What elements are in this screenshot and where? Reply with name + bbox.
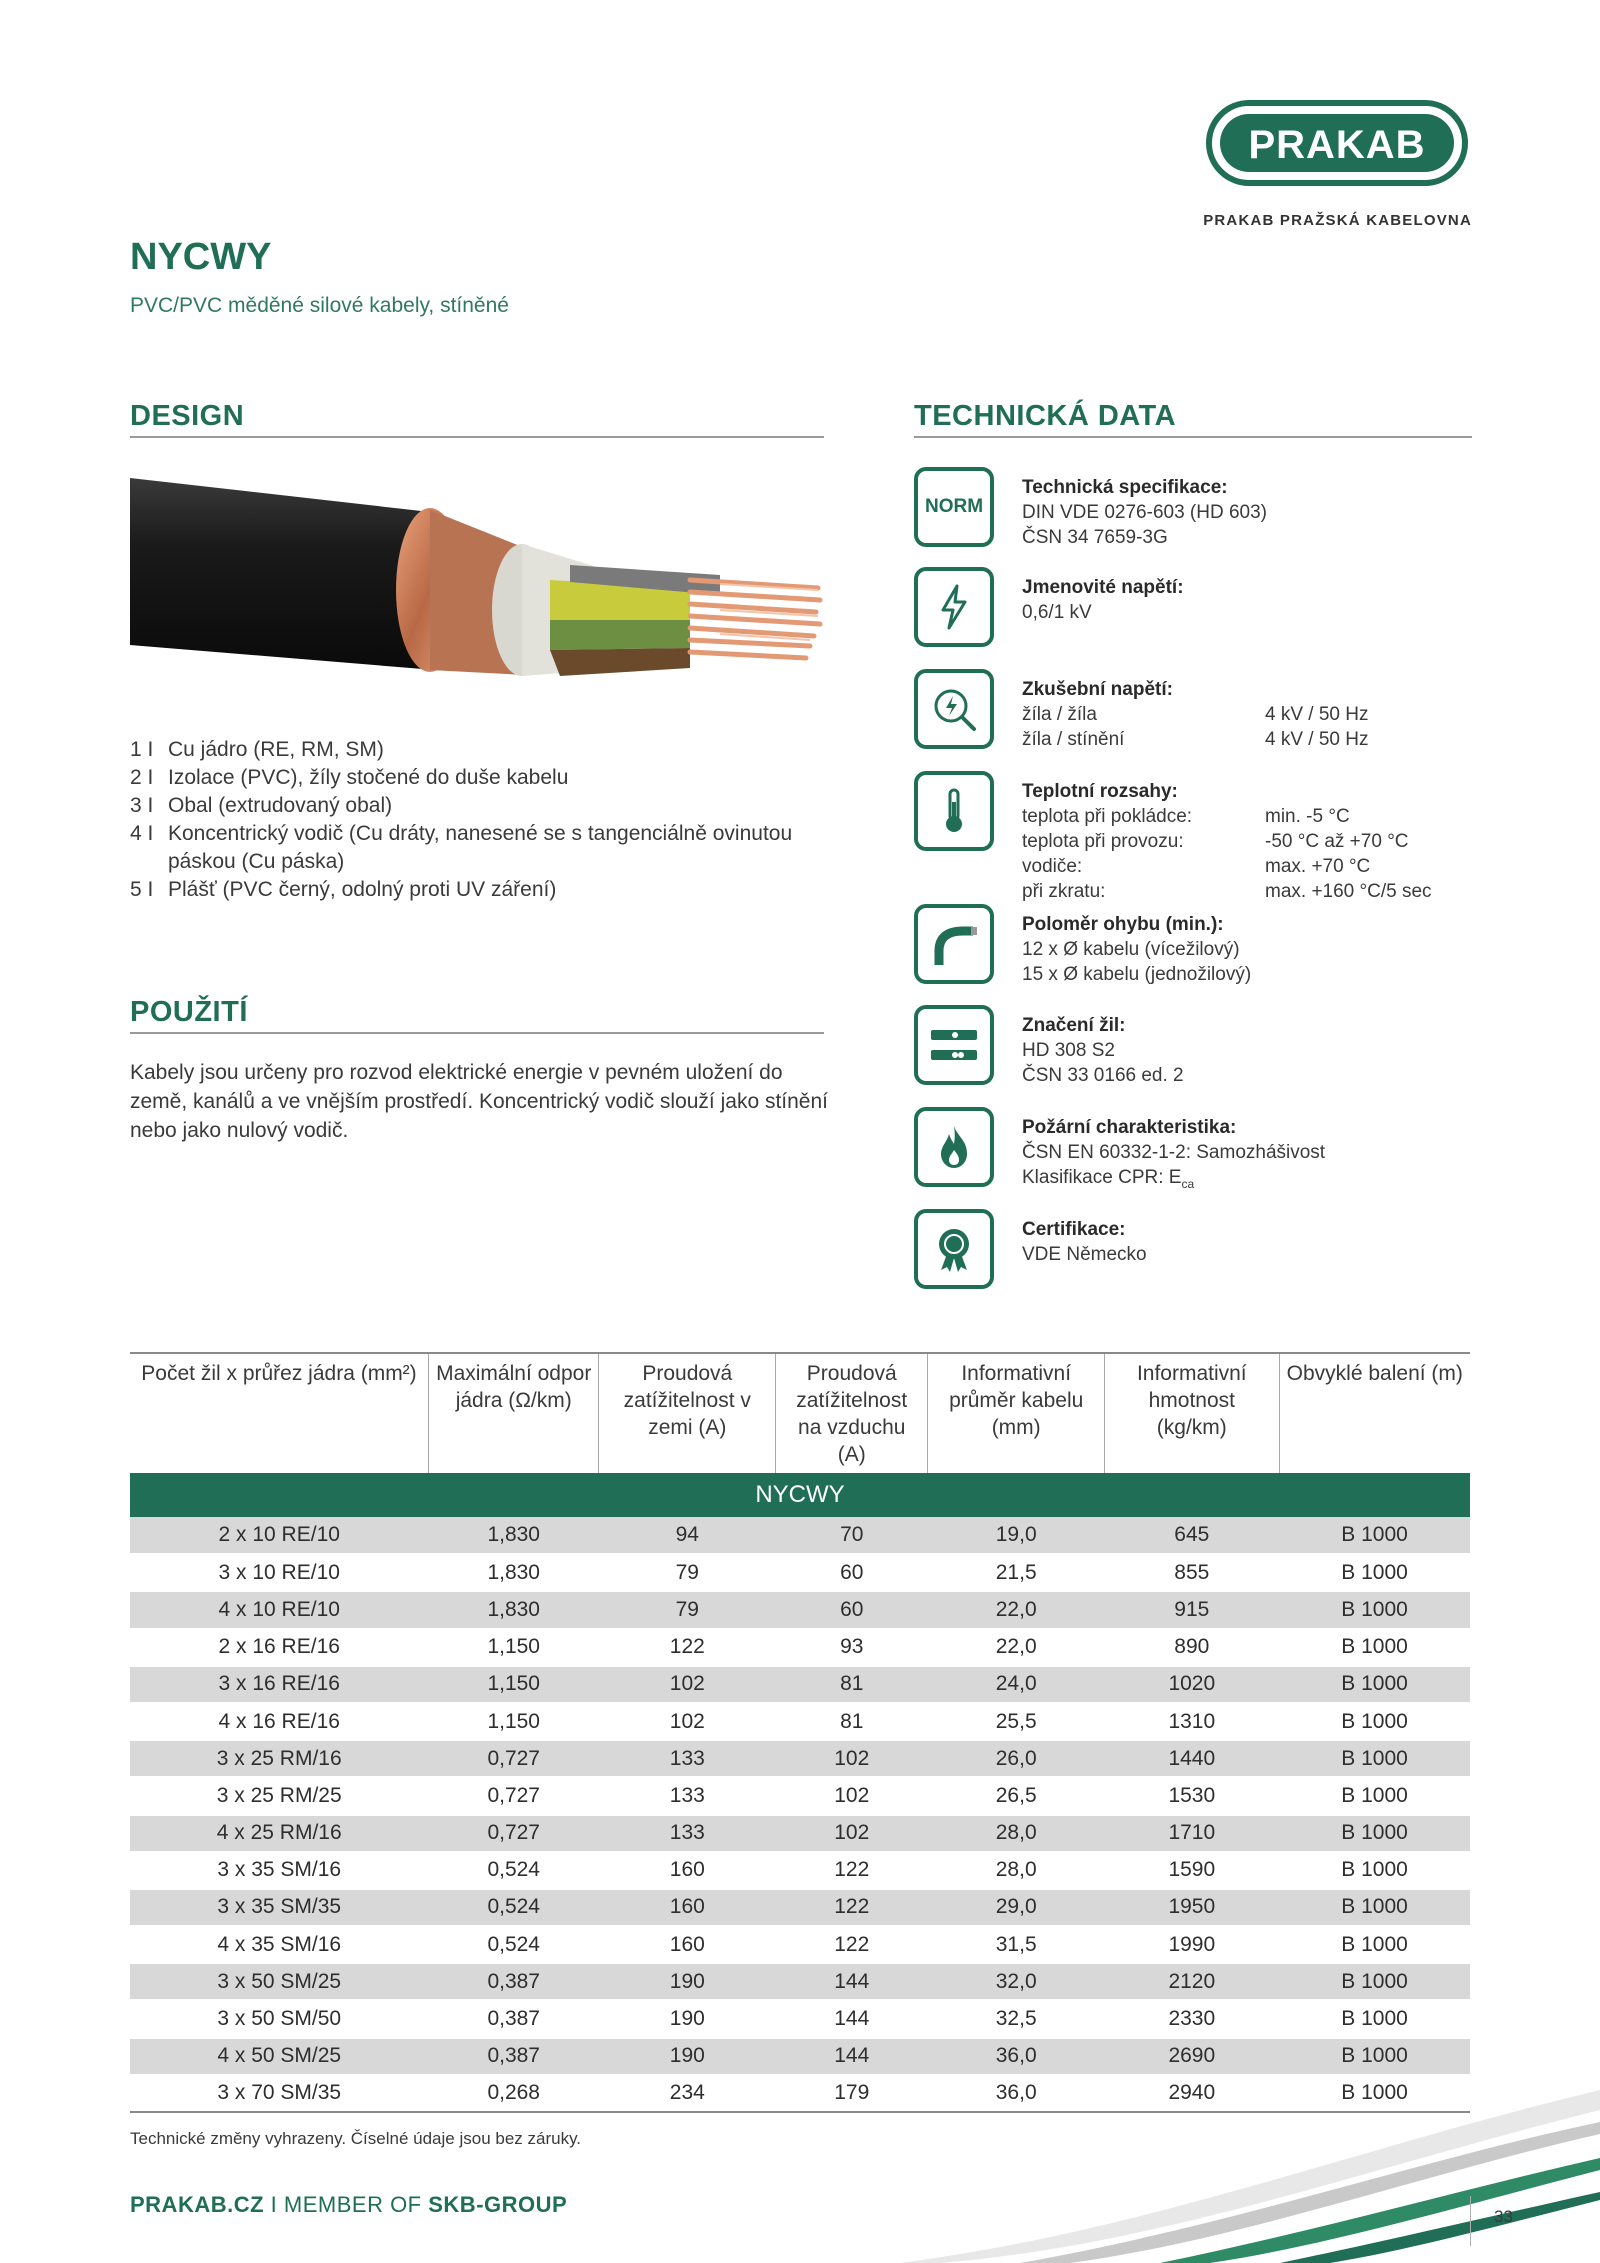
usage-rule — [130, 1032, 824, 1034]
table-row — [130, 1666, 1470, 1703]
table-cell: 81 — [776, 1666, 928, 1703]
table-cell: 190 — [599, 2000, 776, 2037]
table-cell: 144 — [776, 1963, 928, 2000]
table-row — [130, 1963, 1470, 2000]
table-cell: 0,387 — [428, 2000, 599, 2037]
table-cell: 60 — [776, 1591, 928, 1628]
thermometer-icon — [914, 771, 994, 851]
design-item: 2 I Izolace (PVC), žíly stočené do duše kabelu — [130, 766, 569, 789]
table-cell: 102 — [776, 1815, 928, 1852]
cable-image — [130, 470, 824, 700]
table-header: Maximální odpor jádra (Ω/km) — [428, 1353, 599, 1473]
table-cell: 3 x 25 RM/16 — [130, 1740, 428, 1777]
prakab-logo — [1206, 100, 1468, 186]
table-cell: 190 — [599, 1963, 776, 2000]
table-cell: 2940 — [1105, 2075, 1280, 2112]
table-cell: B 1000 — [1279, 1666, 1470, 1703]
table-cell: 1530 — [1105, 1777, 1280, 1814]
table-cell: 3 x 35 SM/16 — [130, 1852, 428, 1889]
table-row — [130, 1629, 1470, 1666]
footnote: Technické změny vyhrazeny. Číselné údaje jsou bez záruky. — [130, 2129, 582, 2148]
table-cell: 3 x 16 RE/16 — [130, 1666, 428, 1703]
table-cell: 79 — [599, 1591, 776, 1628]
table-cell: 855 — [1105, 1554, 1280, 1591]
footer-site-link[interactable]: PRAKAB.CZ — [130, 2192, 265, 2217]
table-cell: 234 — [599, 2075, 776, 2112]
table-cell: 102 — [776, 1740, 928, 1777]
design-item: 3 I Obal (extrudovaný obal) — [130, 794, 393, 817]
table-cell: 4 x 16 RE/16 — [130, 1703, 428, 1740]
usage-heading: POUŽITÍ — [130, 996, 248, 1028]
table-cell: B 1000 — [1279, 2000, 1470, 2037]
table-cell: 29,0 — [928, 1889, 1105, 1926]
table-cell: 4 x 35 SM/16 — [130, 1926, 428, 1963]
table-cell: 915 — [1105, 1591, 1280, 1628]
table-cell: B 1000 — [1279, 1777, 1470, 1814]
table-cell: 1,150 — [428, 1666, 599, 1703]
svg-text:PRAKAB: PRAKAB — [1248, 123, 1426, 167]
table-cell: 3 x 25 RM/25 — [130, 1777, 428, 1814]
table-cell: 144 — [776, 2038, 928, 2075]
page-number: 33 — [1494, 2207, 1513, 2226]
design-list — [130, 736, 830, 904]
table-cell: 22,0 — [928, 1591, 1105, 1628]
table-cell: 28,0 — [928, 1852, 1105, 1889]
table-cell: 2120 — [1105, 1963, 1280, 2000]
table-cell: 32,0 — [928, 1963, 1105, 2000]
table-cell: 0,524 — [428, 1852, 599, 1889]
table-cell: 94 — [599, 1517, 776, 1554]
page-divider — [1470, 2196, 1471, 2246]
table-cell: 133 — [599, 1740, 776, 1777]
table-cell: 0,524 — [428, 1889, 599, 1926]
table-cell: 21,5 — [928, 1554, 1105, 1591]
table-row — [130, 1703, 1470, 1740]
table-row — [130, 1740, 1470, 1777]
table-cell: 19,0 — [928, 1517, 1105, 1554]
flame-icon — [914, 1107, 994, 1187]
table-cell: 3 x 35 SM/35 — [130, 1889, 428, 1926]
table-cell: B 1000 — [1279, 1852, 1470, 1889]
table-cell: 160 — [599, 1852, 776, 1889]
table-cell: 1950 — [1105, 1889, 1280, 1926]
table-cell: 1440 — [1105, 1740, 1280, 1777]
table-cell: 122 — [776, 1926, 928, 1963]
footer-group: SKB-GROUP — [428, 2192, 568, 2217]
table-header: Počet žil x průřez jádra (mm²) — [141, 1362, 417, 1385]
table-cell: 60 — [776, 1554, 928, 1591]
table-cell: 26,0 — [928, 1740, 1105, 1777]
table-cell: 1710 — [1105, 1815, 1280, 1852]
table-cell: 0,727 — [428, 1815, 599, 1852]
table-cell: 0,387 — [428, 2038, 599, 2075]
table-header: Informativní průměr kabelu (mm) — [928, 1353, 1105, 1473]
table-cell: 1,830 — [428, 1591, 599, 1628]
table-cell: B 1000 — [1279, 1889, 1470, 1926]
table-cell: 160 — [599, 1926, 776, 1963]
table-cell: 102 — [599, 1703, 776, 1740]
table-cell: 2690 — [1105, 2038, 1280, 2075]
table-cell: B 1000 — [1279, 1554, 1470, 1591]
usage-text: Kabely jsou určeny pro rozvod elektrické energie v pevném uložení do země, kanálů a ve vnějším prostředí. Koncentrický vodič slouží jako stínění nebo jako nulový vodič. — [130, 1061, 828, 1142]
page-subtitle: PVC/PVC měděné silové kabely, stíněné — [130, 294, 509, 317]
table-cell: B 1000 — [1279, 1629, 1470, 1666]
table-row — [130, 1777, 1470, 1814]
cable-table — [130, 1352, 1470, 2113]
footer: PRAKAB.CZ I MEMBER OF SKB-GROUP — [130, 2192, 568, 2217]
tech-rule — [914, 436, 1472, 438]
table-cell: 102 — [776, 1777, 928, 1814]
table-row — [130, 1517, 1470, 1554]
table-cell: 122 — [776, 1852, 928, 1889]
table-row — [130, 1554, 1470, 1591]
design-item: 5 I Plášť (PVC černý, odolný proti UV záření) — [130, 878, 557, 901]
table-cell: B 1000 — [1279, 1963, 1470, 2000]
table-row — [130, 1889, 1470, 1926]
table-cell: B 1000 — [1279, 1815, 1470, 1852]
table-cell: 24,0 — [928, 1666, 1105, 1703]
table-cell: 179 — [776, 2075, 928, 2112]
table-cell: 2 x 16 RE/16 — [130, 1629, 428, 1666]
table-cell: 93 — [776, 1629, 928, 1666]
table-cell: 1020 — [1105, 1666, 1280, 1703]
norm-icon: NORM — [914, 467, 994, 547]
bend-radius-icon — [914, 904, 994, 984]
brand-tagline: PRAKAB PRAŽSKÁ KABELOVNA — [1203, 212, 1472, 229]
table-cell: 36,0 — [928, 2038, 1105, 2075]
design-heading: DESIGN — [130, 400, 245, 432]
table-cell: 133 — [599, 1815, 776, 1852]
table-row — [130, 1815, 1470, 1852]
table-cell: 1,830 — [428, 1517, 599, 1554]
table-cell: 3 x 50 SM/25 — [130, 1963, 428, 2000]
table-cell: 122 — [599, 1629, 776, 1666]
certificate-icon — [914, 1209, 994, 1289]
table-cell: B 1000 — [1279, 1926, 1470, 1963]
table-cell: 102 — [599, 1666, 776, 1703]
table-cell: 1,150 — [428, 1703, 599, 1740]
table-cell: 1590 — [1105, 1852, 1280, 1889]
table-row — [130, 1591, 1470, 1628]
table-band: NYCWY — [130, 1473, 1470, 1517]
design-item: 1 I Cu jádro (RE, RM, SM) — [130, 738, 384, 761]
table-cell: B 1000 — [1279, 2075, 1470, 2112]
table-cell: 2 x 10 RE/10 — [130, 1517, 428, 1554]
table-cell: 122 — [776, 1889, 928, 1926]
tech-heading: TECHNICKÁ DATA — [914, 400, 1177, 432]
table-cell: B 1000 — [1279, 1591, 1470, 1628]
table-header: Obvyklé balení (m) — [1279, 1353, 1470, 1473]
table-cell: 28,0 — [928, 1815, 1105, 1852]
table-row — [130, 1852, 1470, 1889]
table-cell: 2330 — [1105, 2000, 1280, 2037]
table-cell: 3 x 70 SM/35 — [130, 2075, 428, 2112]
design-rule — [130, 436, 824, 438]
table-cell: 1,830 — [428, 1554, 599, 1591]
table-cell: 4 x 10 RE/10 — [130, 1591, 428, 1628]
table-cell: B 1000 — [1279, 1517, 1470, 1554]
table-cell: 160 — [599, 1889, 776, 1926]
table-cell: 0,727 — [428, 1740, 599, 1777]
table-cell: 31,5 — [928, 1926, 1105, 1963]
design-item: 4 I Koncentrický vodič (Cu dráty, nanesené se s tangenciálně ovinutou páskou (Cu páska) — [130, 822, 793, 873]
table-cell: 133 — [599, 1777, 776, 1814]
page-title: NYCWY — [130, 236, 272, 278]
table-cell: 0,387 — [428, 1963, 599, 2000]
table-cell: 26,5 — [928, 1777, 1105, 1814]
table-cell: 3 x 50 SM/50 — [130, 2000, 428, 2037]
table-cell: 36,0 — [928, 2075, 1105, 2112]
table-cell: 0,268 — [428, 2075, 599, 2112]
voltage-test-icon — [914, 669, 994, 749]
table-cell: 144 — [776, 2000, 928, 2037]
lightning-icon — [914, 567, 994, 647]
table-header: Informativní hmotnost (kg/km) — [1105, 1353, 1280, 1473]
decorative-swoosh — [900, 2030, 1600, 2263]
table-cell: B 1000 — [1279, 1703, 1470, 1740]
table-cell: 1310 — [1105, 1703, 1280, 1740]
table-cell: 1990 — [1105, 1926, 1280, 1963]
table-cell: B 1000 — [1279, 2038, 1470, 2075]
table-cell: 645 — [1105, 1517, 1280, 1554]
table-cell: B 1000 — [1279, 1740, 1470, 1777]
table-cell: 25,5 — [928, 1703, 1105, 1740]
core-marking-icon — [914, 1005, 994, 1085]
table-cell: 0,727 — [428, 1777, 599, 1814]
table-header: Proudová zatížitelnost v zemi (A) — [599, 1353, 776, 1473]
table-cell: 4 x 25 RM/16 — [130, 1815, 428, 1852]
table-cell: 32,5 — [928, 2000, 1105, 2037]
table-cell: 0,524 — [428, 1926, 599, 1963]
table-row — [130, 1926, 1470, 1963]
table-cell: 890 — [1105, 1629, 1280, 1666]
table-cell: 4 x 50 SM/25 — [130, 2038, 428, 2075]
table-cell: 79 — [599, 1554, 776, 1591]
table-header: Proudová zatížitelnost na vzduchu (A) — [776, 1353, 928, 1473]
table-cell: 190 — [599, 2038, 776, 2075]
table-cell: 81 — [776, 1703, 928, 1740]
table-cell: 22,0 — [928, 1629, 1105, 1666]
table-cell: 3 x 10 RE/10 — [130, 1554, 428, 1591]
table-cell: 1,150 — [428, 1629, 599, 1666]
table-cell: 70 — [776, 1517, 928, 1554]
